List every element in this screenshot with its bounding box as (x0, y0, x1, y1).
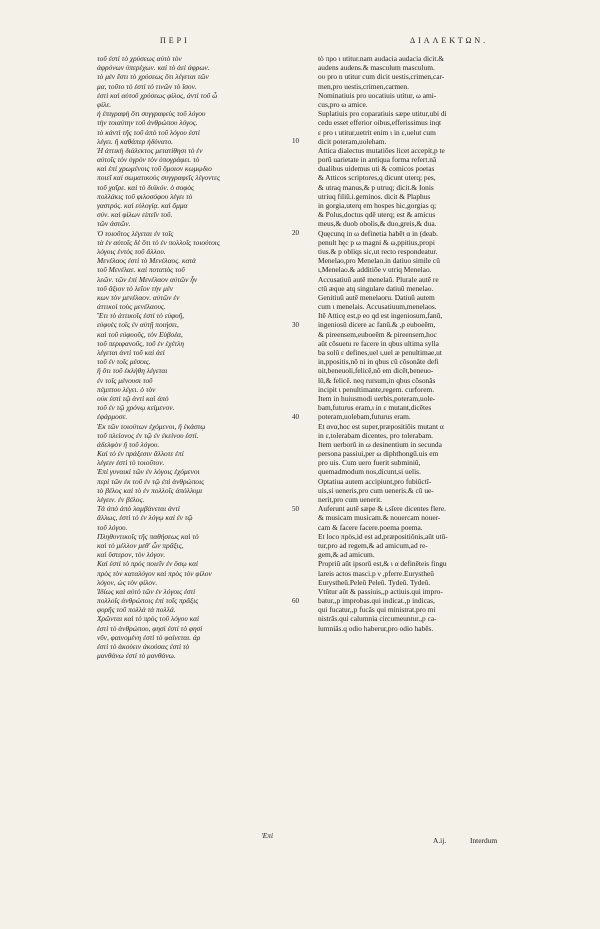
text-line: & utraq manus,& p utruq; dicit.& Ionis (318, 182, 434, 192)
text-line: ctũ æque atq singulare datiuũ menelao. (318, 283, 434, 293)
latin-text-column (318, 54, 518, 633)
text-line: ἐν τοῖς μένουσι τοῦ (97, 375, 153, 385)
text-line: uis,si ueneris,pro cum ueneris.& cũ ue- (318, 485, 434, 495)
text-line: Χρῶνται καὶ τὸ πρὸς τοῦ λόγου καὶ (97, 614, 200, 624)
text-line: Genitiuũ autē menelaoru. Datiuũ autem (318, 292, 435, 302)
text-line: in ε,tolerabam dicentes, pro tolerabam. (318, 430, 433, 440)
text-line: aũt cõsuetu re facere in qbus ultima sylla (318, 338, 439, 348)
line-number: 20 (292, 228, 299, 237)
text-line: καὶ τὸ μέλλον μεθ' ὧν πρᾶξις, (97, 540, 184, 550)
text-line: Attica dialectus mutatiões licet accepit,p te (318, 145, 445, 155)
text-line: lumniãs.q odio haberur,pro odio habēs. (318, 623, 434, 633)
text-line: nerit,pro cum uenerit. (318, 495, 383, 504)
text-line: ba solũ ε defines,uel ι,uel æ penultimae,ut (318, 348, 442, 357)
text-line: τῶν ἀστῶν. (97, 219, 131, 229)
line-number: 60 (292, 596, 299, 605)
text-line: Μενέλαος ἐστὶ τὸ Μενέλαος. κατὰ (97, 256, 196, 266)
text-line: cus,pro ω amice. (318, 99, 368, 109)
text-line: nistrãs.qui calumnia circumeuntur.,p ca- (318, 614, 437, 624)
text-line: Ἰδίως καὶ αὐτὸ τῶν ἐν λόγοις ἐστὶ (97, 586, 196, 596)
text-line: πολλοῖς ἀνθρώποις ἐπὶ τοῖς πρᾶξις (97, 596, 199, 606)
text-line: Ἔτι τὸ ἀττικοῖς ἐστὶ τὸ εὐφυῆ, (97, 311, 185, 321)
text-line: poteram,uolebam,futurus eram. (318, 412, 411, 422)
text-line: gem,& ad amicum. (318, 550, 375, 560)
text-line: quemadmodum nos,dicunt,si uelis. (318, 467, 421, 477)
running-head-left: ΠΕΡΙ (160, 36, 190, 45)
text-line: ἐστὶ τὸ ἀκούειν ἀκούσας ἐστὶ τὸ (97, 642, 190, 651)
line-number: 50 (292, 504, 299, 513)
text-line: τὸ κἀντὶ τῆς τοῦ ἀπὸ τοῦ λόγου ἐστὶ (97, 127, 200, 137)
text-line: nit,beneuoli,felicē,nõ em dicēt,beneuo- (318, 366, 434, 376)
text-line: τοῦ χαῖρε. καὶ τὸ δυϊκόν. ὁ σοφὸς (97, 182, 195, 192)
text-line: σύν. καὶ φίλων εἰπεῖν τοῦ. (97, 210, 173, 220)
text-line: Menelao,pro Menelao.in datiuo simile cũ (318, 256, 440, 266)
text-line: ἐστὶ καὶ αὐτοῦ χρύσεως φίλος, ἀντὶ τοῦ ὦ (97, 90, 218, 100)
line-number: 40 (292, 412, 299, 421)
text-line: τὸ μὲν ἔστι τὸ χρύσεως ὅτι λέγεται τῶν (97, 72, 209, 82)
text-line: Propriũ aũt ipsorũ est,& ι α definēteis fingu (318, 559, 447, 569)
text-line: Τὰ ἀπὸ ἀπὸ λαμβάνεται ἀντὶ (97, 504, 180, 514)
text-line: ἢ ὅτι τοῦ ἐκλήθη λέγεται (97, 366, 168, 376)
text-line: dualibus uidemus uti & comicos poetas (318, 164, 435, 174)
text-line: qui fucatur,,p fucãs qui ministrat.pro mi (318, 605, 436, 615)
text-line: κων τὸν μενέλαον. αὐτῶν ἐν (97, 292, 180, 302)
text-line: αὐτοῖς τὸν ὑγρὸν τὸν ὑπογράφει. τὸ (97, 155, 200, 165)
text-line: in gorgia,uterq em hospes hic,gorgias q; (318, 201, 437, 210)
text-line: ποιεῖ καὶ σωματικοὺς συγγραφεῖς λέγοντες (97, 173, 220, 183)
text-line: Vtũtur aũt & passiuis,,p actiuis.qui impro- (318, 586, 443, 596)
text-line: & musicam musicam.& nouercam nouer- (318, 513, 441, 523)
text-line: καὶ ἐπὶ χρωμένοις τοῦ ὅμοιον κωμῳδιο (97, 164, 212, 174)
text-line: pro uis. Cum uero fuerit subminiũ, (318, 458, 421, 468)
greek-text-column (97, 54, 302, 660)
text-line: in,ppositis,nõ ni in qbus cũ cõsonãte defi (318, 357, 439, 367)
text-line: ἐστὶ τὸ ἀνθρώπου, φησὶ ἐστὶ τὸ φησί (97, 623, 203, 633)
text-line: ἡ ἐπιγραφὴ ὅτι συγγραφεὺς τοῦ λόγου (97, 109, 206, 119)
text-line: & Polus,doctus qdē uterq; est & amicus (318, 210, 436, 220)
text-line: cedu esset efferior oibus,efferissimus inqt (318, 118, 442, 128)
text-line: Eurystheũ.Peleũ Peleũ. Tydeũ. Tydeũ. (318, 577, 431, 587)
line-number: 10 (292, 136, 299, 145)
text-line: Itē Atticę est,p eo qd est ingeniosum,fanũ, (318, 311, 443, 321)
text-line: tius.& p obliqs sic,ut recto respondeatur. (318, 246, 438, 256)
text-line: μανθάνω ἐστὶ τὸ μανθάνω. (97, 651, 176, 661)
text-line: τοῦ ἐν τοῖς μέσοις. (97, 357, 151, 367)
text-line: & pireensem,euboeēm & pireensem,hoc (318, 329, 437, 339)
text-line: dicit poteram,uoleham. (318, 136, 387, 146)
text-line: λέγειν. ἐν βέλος. (97, 495, 145, 504)
text-line: Ἡ ἀττικὴ διάλεκτος μετατίθησι τὸ ἐν (97, 145, 203, 155)
text-line: batur,,p improbas.qui indicat.,p indicas, (318, 596, 435, 606)
text-line: εὐφυὲς τοῖς ἐν αὐτῇ ποιήσει, (97, 320, 179, 330)
text-line: οὐκ ἐστὶ τῷ ἀντὶ καὶ ἀπὸ (97, 393, 169, 403)
text-line: τὴν τοιαύτην τοῦ ἀνθρώπου λόγος. (97, 118, 198, 128)
running-head-right: ΔΙΑΛΕΚΤΩΝ. (410, 36, 489, 45)
text-line: πρὸς τὸν καταλόγον καὶ πρὸς τὸν φίλον (97, 568, 212, 578)
text-line: λόγοις ἐντὸς τοῦ ἄλλου. (97, 246, 166, 256)
text-line: Καὶ ἐστὶ τὸ πρὸς ποιεῖν ἐν ὅσῳ καὶ (97, 559, 199, 569)
text-line: cam & facere facere.poema poema. (318, 522, 423, 532)
text-line: μα, τοῦτο τὸ ἐστὶ τὸ τινῶν τὸ ἴσον. (97, 81, 197, 91)
text-line: τοῦ ἄξιον τὸ λεῖον τὴν μέν (97, 283, 174, 293)
text-line: Auferunt autē sæpe & ι,sĩere dicentes flere. (318, 504, 446, 514)
text-line: λέγειν ἐστὶ τὸ τοιοῦτον. (97, 458, 165, 468)
text-line: audens audens.& masculum masculum. (318, 63, 435, 73)
text-line: persona passiui,per ω diphthongũ.uis em (318, 449, 439, 459)
text-line: τοῦ Μενέλαε. καὶ ποταπὸς τοῦ (97, 265, 185, 275)
text-line: καὶ ὕστερον, τὸν λόγον. (97, 550, 166, 560)
text-line: φίλε. (97, 99, 112, 109)
text-line: Accusatiuũ autē menelaũ. Plurale autē re (318, 274, 439, 284)
text-line: incipit ι penultimante,regem. curforem. (318, 384, 435, 394)
text-line: Item in huiusmodi uerbis,poteram,uole- (318, 393, 436, 403)
text-line: πέμπτου λέγει. ὁ τὸν (97, 384, 156, 394)
text-line: tur,pro ad regem,& ad amicum,ad re- (318, 540, 428, 550)
text-line: τοῦ περιφανοῦς, τοῦ ἐν ἐχέτλη (97, 338, 185, 348)
text-line: tò προ ι utitur.nam audacia audacia dicit.& (318, 54, 444, 63)
text-line: Nominatiuis pro uocatiuis utitur, ω ami- (318, 90, 437, 100)
text-line: Optatiua autem accipiunt,pro fubiũctĩ- (318, 476, 432, 486)
text-line: utriuq filiū.i.geminos. dicit & Plaphus (318, 191, 431, 201)
text-line: bam,futurus eram,ι in ε mutant,dicētes (318, 403, 432, 413)
text-line: ingeniosũ dicere ac fanũ.& ,p euboeēm, (318, 320, 436, 330)
text-line: νῦν, φαινομένη ἐστὶ τὸ φαίνεται. ἀρ (97, 632, 201, 642)
text-line: men,pro uestis,crimen,carmen. (318, 81, 409, 91)
text-line: Καὶ τὸ ἐν πράξεσιν ἄλλοτε ἐπὶ (97, 449, 184, 459)
text-line: Et loco πρòs,id est ad,præpositiõnis,aũt utũ- (318, 531, 448, 541)
text-line: ι,Menelao.& additiõe ν utriq Menelao. (318, 265, 432, 275)
line-number: 30 (292, 320, 299, 329)
catchword-left: Ἐπὶ (262, 831, 273, 840)
text-line: lareis actos masci.p ν ,pferre.Eurystheũ (318, 568, 435, 578)
text-line: Et ανα,hoc est super,præpositiõis mutant α (318, 421, 444, 431)
text-line: τὸ βέλος καὶ τὸ ἐν πολλοῖς ἀπόλλυμι (97, 485, 203, 495)
text-line: Ἐκ τῶν τοιούτων ἐχόμενοι, ἢ ἑκάστῳ (97, 421, 206, 431)
text-line: ου pro n utitur cum dicit uestis,crimen,car- (318, 72, 445, 82)
text-line: meus,& duob obolis,& duo,greis,& dua. (318, 219, 437, 229)
text-line: περὶ τῶν ἐκ τοῦ ἐν τῷ ἐπὶ ἀνθρώποις (97, 476, 205, 486)
text-line: τοῦ πλείονος ἐν τῷ ἐν ἐκείνου ἐστὶ. (97, 430, 199, 440)
text-line: lũ,& felicē. neq rursum,in qbus cõsonãs (318, 375, 436, 385)
text-line: cum ι menelais. Accusatiuum,menelaos. (318, 302, 437, 312)
text-line: πολλάκις τοῦ φιλοσόφου λέγει τὸ (97, 191, 193, 201)
text-line: & Atticos scriptores,q dicunt uterq; pes, (318, 173, 436, 183)
text-line: Ὁ τοιοῦτος λέγεται ἐν τοῖς (97, 228, 174, 238)
text-line: Item uerborũ in ω desinentium in secunda (318, 439, 442, 449)
text-line: penult hęc p ω magni & ω,ppitius,propi (318, 237, 435, 247)
text-line: porũ uarietate in antiqua forma refert.nã (318, 155, 437, 165)
text-line: Πληθυντικοῖς τῆς παθήσεως καὶ τὸ (97, 531, 199, 541)
text-line: λεῶν. τῶν ἐπὶ Μενέλαον αὐτῶν ἦν (97, 274, 198, 284)
text-line: ἀφρόνων ὑπερέχων. καὶ τὸ ἀεὶ ἀφρων. (97, 63, 210, 73)
text-line: τοῦ λόγου. (97, 522, 128, 532)
text-line: τὰ ἐν αὐτοῖς δὲ ὅτι τὸ ἐν πολλοῖς τοιούτοις (97, 237, 220, 247)
text-line: ἐφάρμοσε. (97, 412, 128, 422)
text-line: καὶ τοῦ εὐφυοῦς, τὸν Εὐβοέα, (97, 329, 183, 339)
text-line: Quęcunq in ω definetia habēt α in (deab. (318, 228, 438, 238)
text-line: λόγον, ὡς τὸν φίλον. (97, 577, 158, 587)
text-line: λέγει. ἢ καθάπερ ἠδύνατο. (97, 136, 173, 146)
text-line: ἄλλως, ἐστὶ τὸ ἐν λόγῳ καὶ ἐν τῷ (97, 513, 193, 523)
text-line: γαστρός. καὶ εὐλογίᾳ. καὶ ὄμμα (97, 201, 188, 210)
signature-mark: A.ij. (433, 836, 447, 845)
text-line: ε pro ι utitur,uetrit enim ι in ε,uelut cum (318, 127, 436, 137)
text-line: Ἐπὶ γυναικὶ τῶν ἐν λόγοις ἐχόμενοι (97, 467, 200, 477)
catchword-right: Interdum (470, 836, 498, 845)
text-line: λέγεται ἀντὶ τοῦ καὶ ἀεὶ (97, 348, 165, 357)
text-line: τοῦ ἐστὶ τὸ χρύσεως αὐτὸ τὸν (97, 54, 182, 63)
text-line: τοῦ ἐν τῷ χρόνῳ κείμενον. (97, 403, 175, 413)
text-line: ἀττικοὶ τοὺς μενέλαους. (97, 302, 166, 312)
text-line: ἀδελφὸν ἢ τοῦ λόγου. (97, 439, 160, 449)
text-line: φυρῆς τοῦ πολλὰ τὰ πολλά. (97, 605, 176, 615)
text-line: Suplatiuis pro coparatiuis sæpe utitur,ubi di (318, 109, 447, 119)
